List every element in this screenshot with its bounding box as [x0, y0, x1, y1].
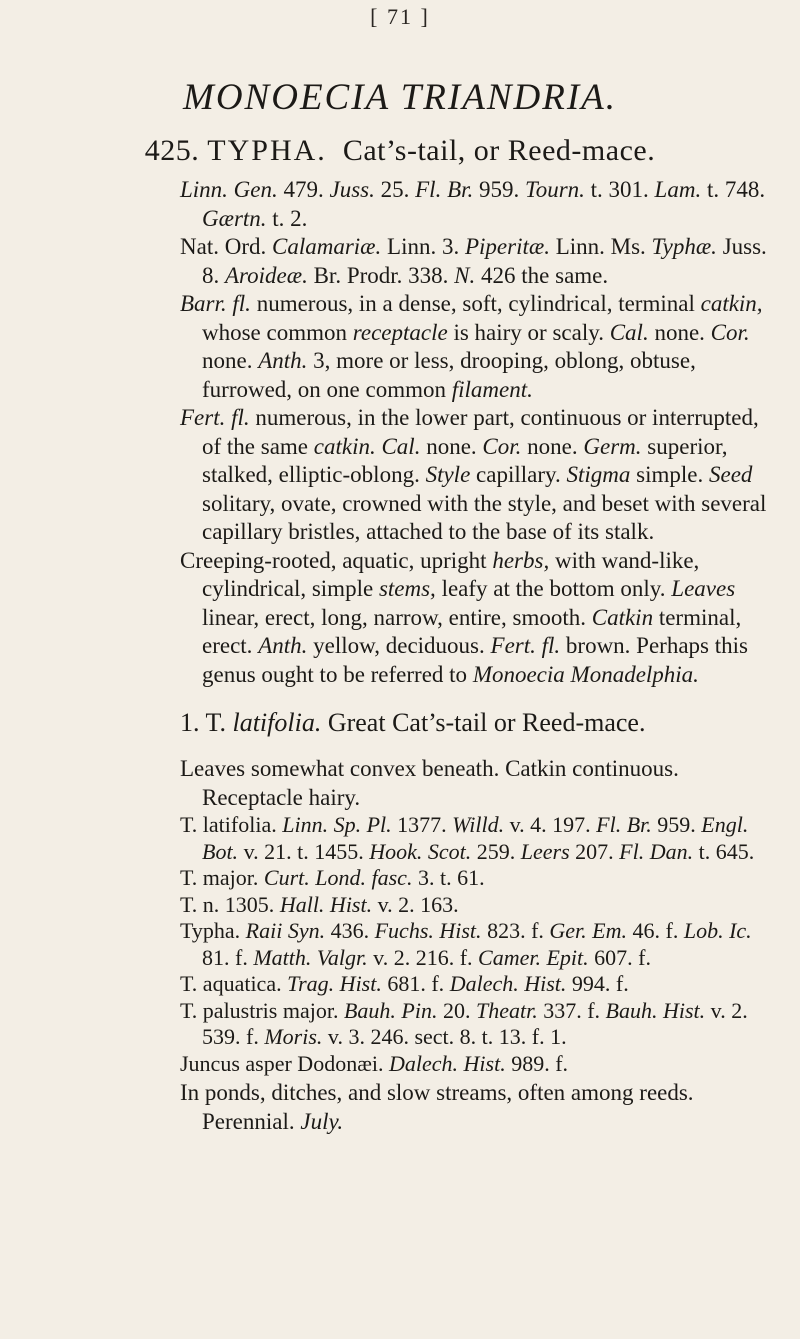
page-number: [ 71 ] — [370, 4, 430, 29]
barren-flower-description: Barr. fl. numerous, in a dense, soft, cylindrical, terminal catkin, whose common receptacle is hairy or scaly. Cal. none. Cor. none. Anth. 3, more or less, drooping, oblong, obtuse, furrowed, on one common filament. — [180, 291, 763, 402]
synonym-entry: T. latifolia. Linn. Sp. Pl. 1377. Willd. v. 4. 197. Fl. Br. 959. Engl. Bot. v. 21. t. 1455. Hook. Scot. 259. Leers 207. Fl. Dan. t. 645. — [180, 812, 755, 864]
genus-habit-description: Creeping-rooted, aquatic, upright herbs, with wand-like, cylindrical, simple stems, leafy at the bottom only. Leaves linear, erect, long, narrow, entire, smooth. Catkin terminal, erect. Anth. yellow, deciduous. Fert. fl. brown. Perhaps this genus ought to be referred to Monoecia Monadelphia. — [180, 547, 748, 687]
synonym-entry: T. n. 1305. Hall. Hist. v. 2. 163. — [180, 891, 459, 917]
genus-references: Linn. Gen. 479. Juss. 25. Fl. Br. 959. Tourn. t. 301. Lam. t. 748. Gærtn. t. 2. — [180, 177, 766, 231]
synonym-entry: Juncus asper Dodonæi. Dalech. Hist. 989. f. — [180, 1050, 569, 1076]
synonym-entry: Typha. Raii Syn. 436. Fuchs. Hist. 823. f. Ger. Em. 46. f. Lob. Ic. 81. f. Matth. Valgr. v. 2. 216. f. Camer. Epit. 607. f. — [180, 918, 752, 970]
habitat-text: In ponds, ditches, and slow streams, often among reeds. Perennial. July. — [180, 1080, 694, 1134]
genus-number: 425. — [144, 134, 200, 167]
fertile-flower-description: Fert. fl. numerous, in the lower part, continuous or interrupted, of the same catkin. Cal. none. Cor. none. Germ. superior, stalked, elliptic-oblong. Style capillary. Stigma simple. Seed solitary, ovate, crowned with the style, and beset with several capillary bristles, attached to the base of its stalk. — [180, 405, 767, 544]
page-body — [180, 176, 770, 1136]
running-title: MONOECIA TRIANDRIA. — [183, 77, 617, 118]
genus-common-name: Cat’s-tail, or Reed-mace. — [342, 134, 656, 167]
synonym-entry: T. aquatica. Trag. Hist. 681. f. Dalech. Hist. 994. f. — [180, 971, 629, 996]
genus-heading — [0, 134, 800, 168]
genus-name: TYPHA. — [207, 134, 327, 167]
synonym-entry: T. major. Curt. Lond. fasc. 3. t. 61. — [180, 865, 485, 890]
species-description: Leaves somewhat convex beneath. Catkin continuous. Receptacle hairy. — [180, 756, 679, 810]
natural-order: Nat. Ord. Calamariæ. Linn. 3. Piperitæ. Linn. Ms. Typhæ. Juss. 8. Aroideæ. Br. Prodr. 338. N. 426 the same. — [180, 234, 767, 288]
synonym-entry: T. palustris major. Bauh. Pin. 20. Theatr. 337. f. Bauh. Hist. v. 2. 539. f. Moris. v. 3. 246. sect. 8. t. 13. f. 1. — [180, 997, 748, 1049]
species-heading: 1. T. latifolia. Great Cat’s-tail or Reed-mace. — [180, 708, 646, 737]
